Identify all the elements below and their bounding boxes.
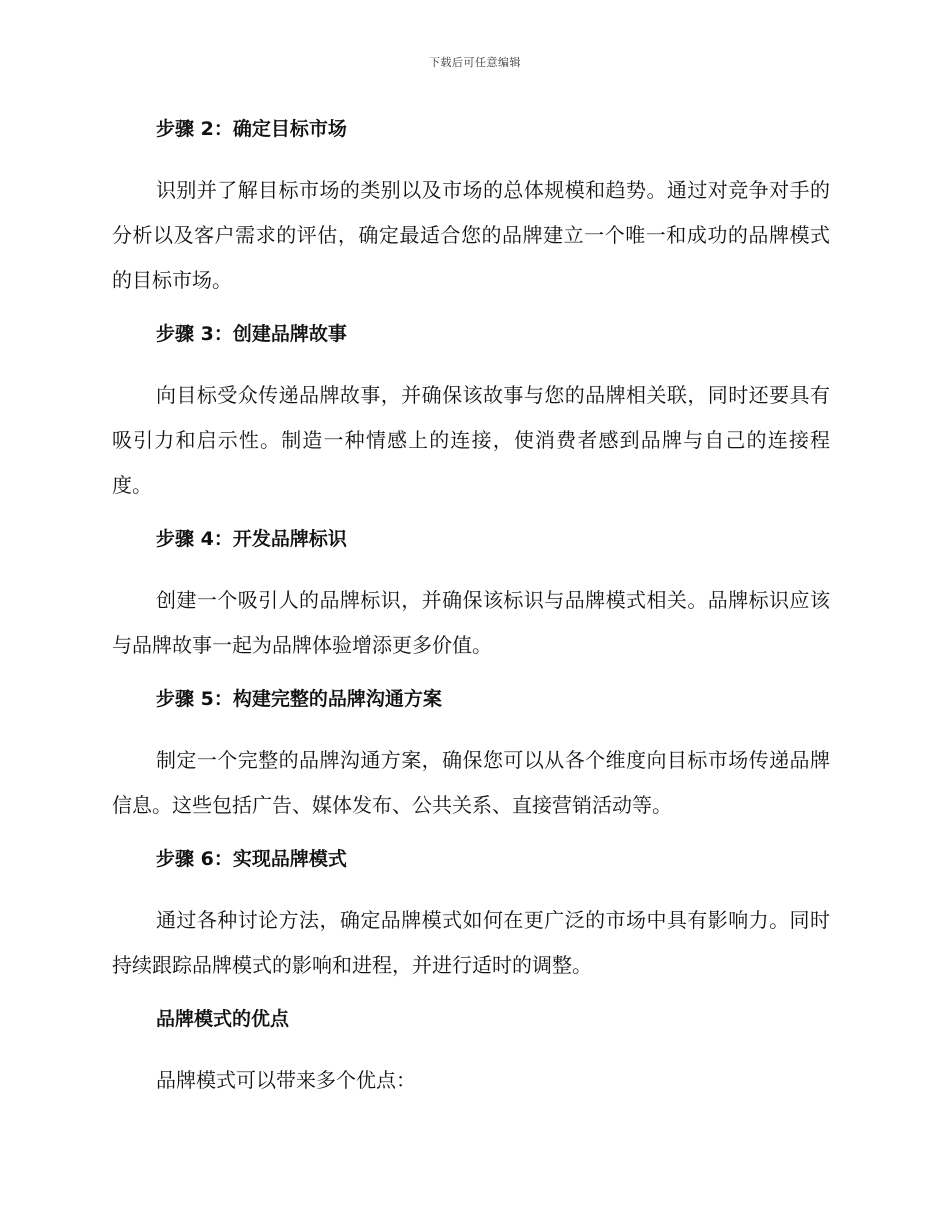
section-heading: 步骤 5：构建完整的品牌沟通方案 xyxy=(156,688,442,710)
page-header-note: 下载后可任意编辑 xyxy=(429,56,521,69)
section-heading: 步骤 4：开发品牌标识 xyxy=(156,528,347,550)
section-paragraph: 通过各种讨论方法，确定品牌模式如何在更广泛的市场中具有影响力。同时持续跟踪品牌模式的影响和进程，并进行适时的调整。 xyxy=(112,908,830,977)
section-step-4 xyxy=(112,522,830,682)
section-paragraph: 向目标受众传递品牌故事，并确保该故事与您的品牌相关联，同时还要具有吸引力和启示性。制造一种情感上的连接，使消费者感到品牌与自己的连接程度。 xyxy=(112,383,830,497)
section-paragraph: 创建一个吸引人的品牌标识，并确保该标识与品牌模式相关。品牌标识应该与品牌故事一起为品牌体验增添更多价值。 xyxy=(112,588,830,657)
section-step-6 xyxy=(112,842,830,1002)
section-heading: 步骤 2：确定目标市场 xyxy=(156,118,347,140)
section-step-5 xyxy=(112,682,830,842)
document-body xyxy=(112,112,830,1103)
section-heading: 步骤 3：创建品牌故事 xyxy=(156,323,347,345)
section-paragraph: 品牌模式可以带来多个优点： xyxy=(156,1068,416,1092)
section-step-3 xyxy=(112,317,830,522)
section-paragraph: 制定一个完整的品牌沟通方案，确保您可以从各个维度向目标市场传递品牌信息。这些包括广告、媒体发布、公共关系、直接营销活动等。 xyxy=(112,748,830,817)
section-brand-model-advantages xyxy=(112,1002,830,1103)
section-paragraph: 识别并了解目标市场的类别以及市场的总体规模和趋势。通过对竞争对手的分析以及客户需求的评估，确定最适合您的品牌建立一个唯一和成功的品牌模式的目标市场。 xyxy=(112,178,830,292)
section-step-2 xyxy=(112,112,830,317)
section-heading: 步骤 6：实现品牌模式 xyxy=(156,848,347,870)
section-heading: 品牌模式的优点 xyxy=(156,1008,290,1030)
